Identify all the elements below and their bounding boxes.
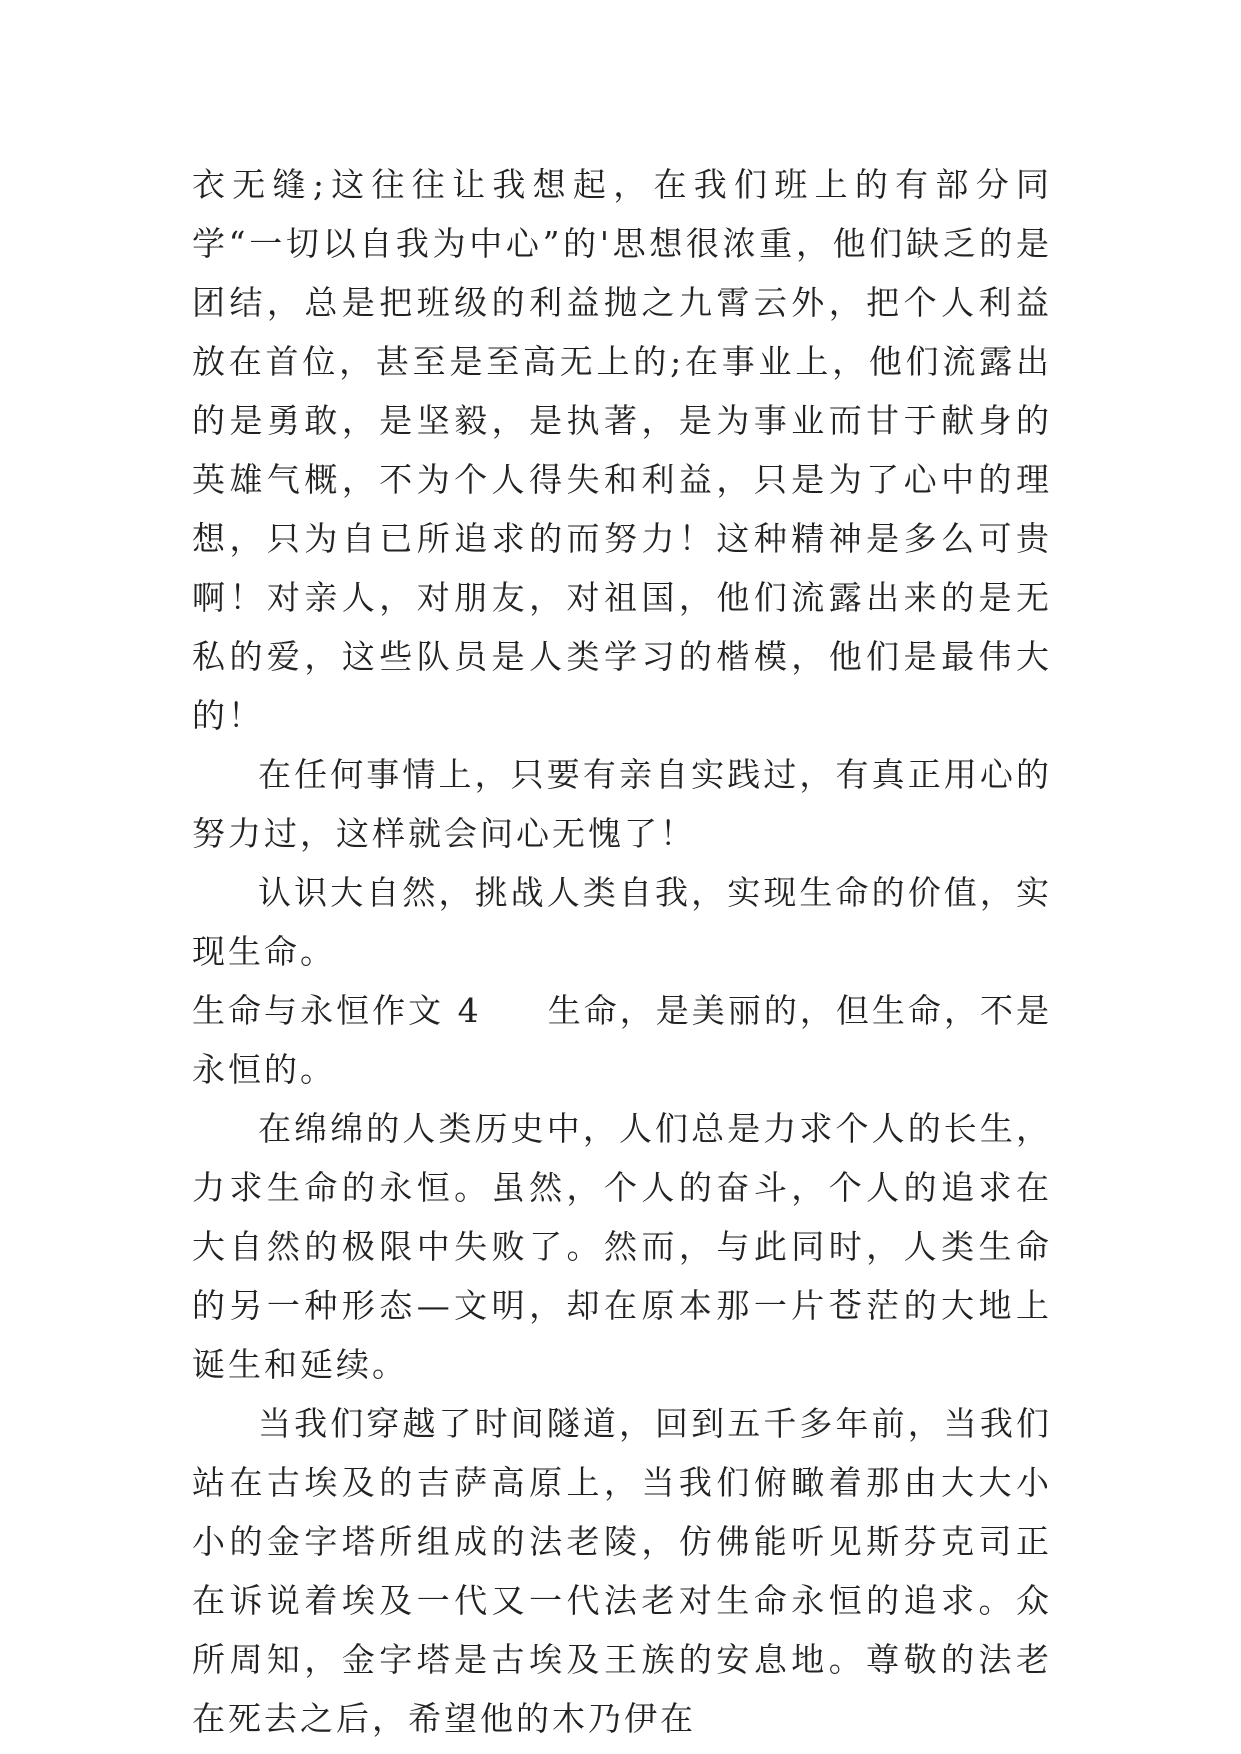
paragraph-practice: 在任何事情上，只要有亲自实践过，有真正用心的努力过，这样就会问心无愧了！ [192, 755, 1052, 853]
paragraph-continued: 衣无缝;这往往让我想起，在我们班上的有部分同学“一切以自我为中心”的'思想很浓重，他们缺乏的是团结，总是把班级的利益抛之九霄云外，把个人利益放在首位，甚至是至高无上的;在事业上，他们流露出的是勇敢，是坚毅，是执著，是为事业而甘于献身的英雄气概，不为个人得失和利益，只是为了心中的理想，只为自已所追求的而努力！这种精神是多么可贵啊！对亲人，对朋友，对祖国，他们流露出来的是无私的爱，这些队员是人类学习的楷模，他们是最伟大的！ [192, 165, 1052, 735]
paragraph-egypt: 当我们穿越了时间隧道，回到五千多年前，当我们站在古埃及的吉萨高原上，当我们俯瞰着那由大大小小的金字塔所组成的法老陵，仿佛能听见斯芬克司正在诉说着埃及一代又一代法老对生命永恒的追求。众所周知，金字塔是古埃及王族的安息地。尊敬的法老在死去之后，希望他的木乃伊在 [192, 1404, 1052, 1738]
section-heading: 生命与永恒作文 4 [192, 991, 482, 1030]
heading-paragraph: 生命，是美丽的，但生命，不是永恒的。 [192, 991, 1052, 1089]
section-heading-row [192, 981, 1052, 1099]
paragraph-history: 在绵绵的人类历史中，人们总是力求个人的长生，力求生命的永恒。虽然，个人的奋斗，个人的追求在大自然的极限中失败了。然而，与此同时，人类生命的另一种形态—文明，却在原本那一片苍茫的大地上诞生和延续。 [192, 1109, 1052, 1384]
paragraph-nature: 认识大自然，挑战人类自我，实现生命的价值，实现生命。 [192, 873, 1052, 971]
document-body [192, 155, 1052, 1748]
